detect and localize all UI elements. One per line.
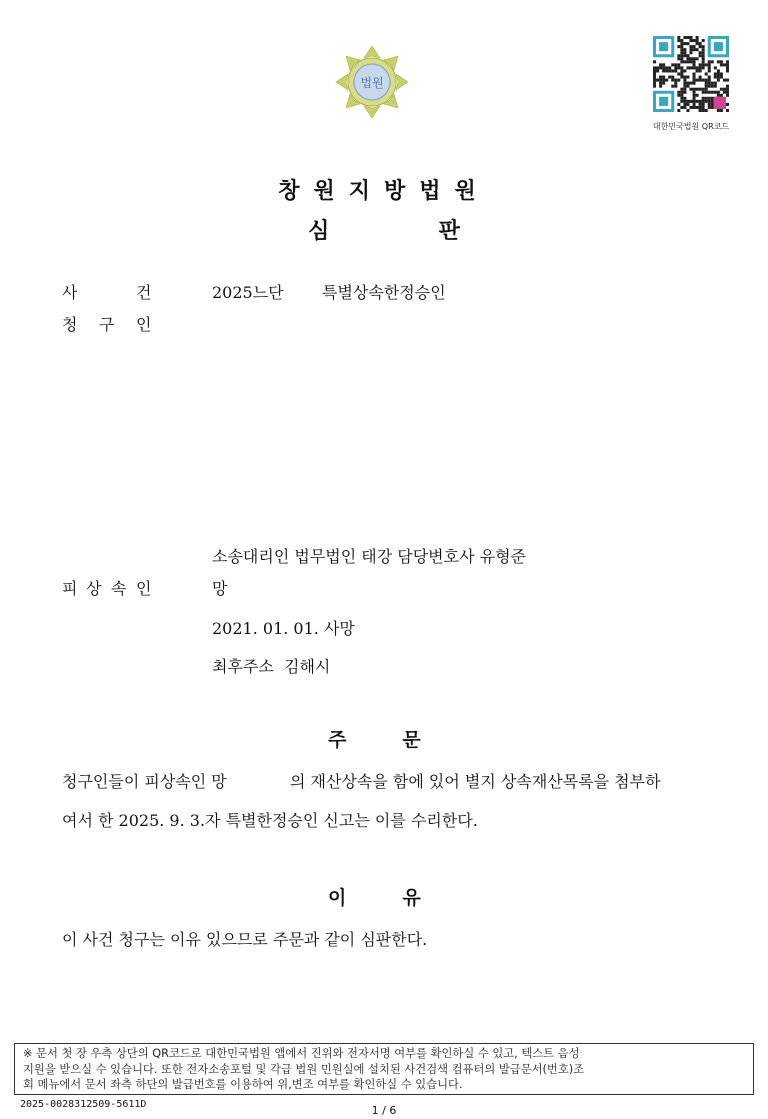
case-number: 2025느단: [212, 283, 284, 302]
qr-finder-pattern: [653, 91, 674, 112]
order-line-1a: 청구인들이 피상속인 망: [62, 772, 227, 791]
death-date: 2021. 01. 01. 사망: [212, 619, 355, 638]
qr-label: 대한민국법원 QR코드: [652, 122, 730, 131]
qr-alignment-mark: [714, 97, 726, 109]
last-address: 최후주소 김해시: [212, 657, 331, 676]
notice-line-1: ※ 문서 첫 장 우측 상단의 QR코드로 대한민국법원 앱에서 진위와 전자서명 여부를 확인하실 수 있고, 텍스트 음성: [23, 1047, 580, 1060]
doc-title-right: 판: [438, 219, 460, 244]
issue-number: 2025-0028312509-5611D: [20, 1099, 147, 1110]
decedent-name: 망: [212, 579, 228, 598]
qr-finder-pattern: [708, 36, 729, 57]
doc-title-left: 심: [308, 219, 330, 244]
reason-heading: 이 유: [328, 887, 421, 909]
legal-agent: 소송대리인 법무법인 태강 담당변호사 유형준: [212, 547, 527, 566]
page-number: 1 / 6: [371, 1104, 397, 1117]
verification-notice: [14, 1043, 754, 1095]
qr-code: [653, 36, 729, 112]
reason-line-1: 이 사건 청구는 이유 있으므로 주문과 같이 심판한다.: [62, 930, 428, 949]
order-line-1b: 의 재산상속을 함에 있어 별지 상속재산목록을 첨부하: [290, 772, 661, 791]
court-seal-logo: [334, 44, 410, 120]
qr-finder-pattern: [653, 36, 674, 57]
case-name: 특별상속한정승인: [322, 283, 446, 302]
order-line-2: 여서 한 2025. 9. 3.자 특별한정승인 신고는 이를 수리한다.: [62, 811, 478, 830]
notice-line-3: 회 메뉴에서 문서 좌측 하단의 발급번호를 이용하여 위,변조 여부를 확인하실 수 있습니다.: [23, 1078, 463, 1091]
order-heading: 주 문: [328, 729, 421, 751]
court-name: 창원지방법원: [278, 179, 490, 204]
notice-line-2: 지원을 받으실 수 있습니다. 또한 전자소송포털 및 각급 법원 민원실에 설치된 사건검색 컴퓨터의 발급문서(번호)조: [23, 1062, 585, 1076]
document-title: [0, 214, 768, 245]
seal-text: 법원: [360, 76, 384, 90]
